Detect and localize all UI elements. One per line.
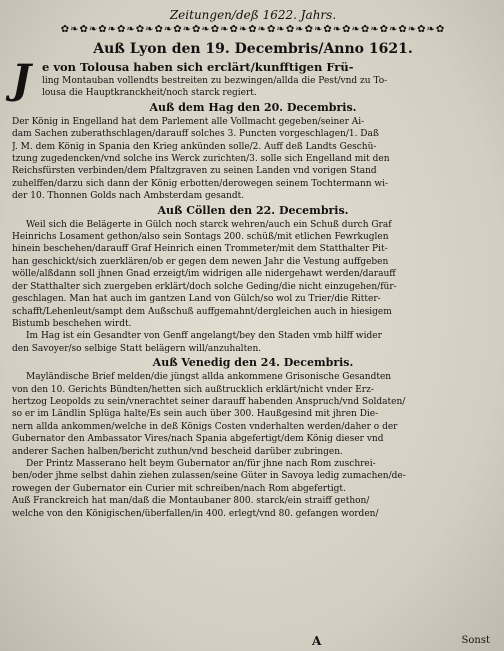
text-line: welche von den Königischen/überfallen/in 400. erlegt/vnd 80. gefangen worden/ bbox=[12, 508, 379, 519]
text-line: der 10. Thonnen Golds nach Ambsterdam gesandt. bbox=[12, 191, 245, 202]
text-line: geschlagen. Man hat auch im gantzen Land von Gülch/so wol zu Trier/die Ritter- bbox=[12, 294, 381, 305]
text-line: Der König in Engelland hat dem Parlement alle Vollmacht gegeben/seiner Ai- bbox=[12, 116, 365, 127]
text-line: Bistumb beschehen wirdt. bbox=[12, 318, 132, 329]
text-line: dam Sachen zuberathschlagen/darauff solches 3. Puncten vorgeschlagen/1. Daß bbox=[12, 129, 379, 140]
coelln-report bbox=[12, 219, 494, 355]
catchword: Sonst bbox=[461, 635, 490, 646]
text-line: von den 10. Gerichts Bündten/hetten sich außtrucklich erklärt/nicht vnder Erz- bbox=[12, 384, 374, 395]
text-line: nern allda ankommen/welche in deß Königs Costen vnderhalten werden/daher o der bbox=[12, 421, 398, 432]
text-line: J. M. dem König in Spania den Krieg ankünden solle/2. Auff deß Landts Geschü- bbox=[12, 141, 377, 152]
text-line: schafft/Lehenleut/sampt dem Außschuß auffgemahnt/dergleichen auch in hiesigem bbox=[12, 306, 392, 317]
text-line: Der Printz Masserano helt beym Gubernator an/für jhne nach Rom zuschrei- bbox=[26, 458, 376, 469]
text-line: zuhelffen/darzu sich dann der König erbotten/derowegen seinem Tochtermann wi- bbox=[12, 178, 389, 189]
text-line: anderer Sachen halben/bericht zuthun/vnd bescheid darüber zubringen. bbox=[12, 446, 343, 457]
text-line: Gubernator den Ambassator Vires/nach Spania abgefertigt/dem König dieser vnd bbox=[12, 434, 384, 445]
text-line: Auß Franckreich hat man/daß die Montaubaner 800. starck/ein straiff gethon/ bbox=[12, 496, 370, 507]
running-head: Zeitungen/deß 1622. Jahrs. bbox=[169, 8, 337, 22]
text-line: Heinrichs Losament gethon/also sein Sontags 200. schüß/mit etlichen Fewrkuglen bbox=[12, 232, 389, 243]
hag-report bbox=[12, 116, 494, 203]
text-line: han geschickt/sich zuerklären/ob er gegen dem newen Jahr die Vestung auffgeben bbox=[12, 256, 389, 267]
text-line: wölle/alßdann soll jhnen Gnad erzeigt/im widrigen alle nidergehawt werden/darauff bbox=[12, 269, 396, 280]
section-heading-venedig: Auß Venedig den 24. Decembris. bbox=[152, 356, 354, 370]
text-line: lousa die Hauptkranckheit/noch starck regiert. bbox=[42, 88, 257, 99]
text-line: Im Hag ist ein Gesandter von Genff angelangt/bey den Staden vmb hilff wider bbox=[26, 331, 382, 342]
text-line: der Statthalter sich zuergeben erklärt/doch solche Geding/die nicht einzugehen/für- bbox=[12, 281, 397, 292]
text-line: hertzog Leopolds zu sein/vnerachtet seiner darauff habenden Anspruch/vnd Soldaten/ bbox=[12, 396, 406, 407]
main-heading: Auß Lyon den 19. Decembris/Anno 1621. bbox=[93, 41, 413, 57]
signature-mark: A bbox=[312, 634, 322, 648]
drop-initial: J bbox=[12, 56, 31, 103]
text-line: Weil sich die Belägerte in Gülch noch starck wehren/auch ein Schuß durch Graf bbox=[26, 219, 392, 230]
section-heading-hag: Auß dem Hag den 20. Decembris. bbox=[149, 100, 357, 114]
text-line: ben/oder jhme selbst dahin ziehen zulassen/seine Güter in Savoya ledig zumachen/de- bbox=[12, 471, 406, 482]
text-line: Mayländische Brief melden/die jüngst allda ankommene Grisonische Gesandten bbox=[26, 372, 392, 383]
text-line: rowegen der Gubernator ein Curier mit schreiben/nach Rom abgefertigt. bbox=[12, 483, 346, 494]
text-line: e von Tolousa haben sich erclärt/kunfftigen Frü- bbox=[42, 60, 354, 74]
ornament-border: ✿❧✿❧✿❧✿❧✿❧✿❧✿❧✿❧✿❧✿❧✿❧✿❧✿❧✿❧✿❧✿❧✿❧✿❧✿❧✿❧✿ bbox=[60, 24, 446, 35]
text-line: so er im Ländlin Splüga halte/Es sein auch über 300. Haußgesind mit jhren Die- bbox=[12, 409, 379, 420]
text-line: hinein beschehen/darauff Graf Heinrich einen Trommeter/mit dem Statthalter Pit- bbox=[12, 244, 388, 255]
text-line: ling Montauban vollendts bestreiten zu bezwingen/allda die Pest/vnd zu To- bbox=[42, 76, 388, 86]
section-heading-coelln: Auß Cöllen den 22. Decembris. bbox=[157, 203, 349, 217]
text-line: Reichsfürsten verbinden/dem Pfaltzgraven zu seinen Landen vnd vorigen Stand bbox=[12, 166, 377, 177]
lyon-report bbox=[12, 56, 494, 103]
text-line: den Savoyer/so selbige Statt belägern will/anzuhalten. bbox=[12, 343, 262, 354]
venedig-report bbox=[12, 371, 494, 520]
text-line: tzung zugedencken/vnd solche ins Werck zurichten/3. solle sich Engelland mit den bbox=[12, 154, 390, 165]
